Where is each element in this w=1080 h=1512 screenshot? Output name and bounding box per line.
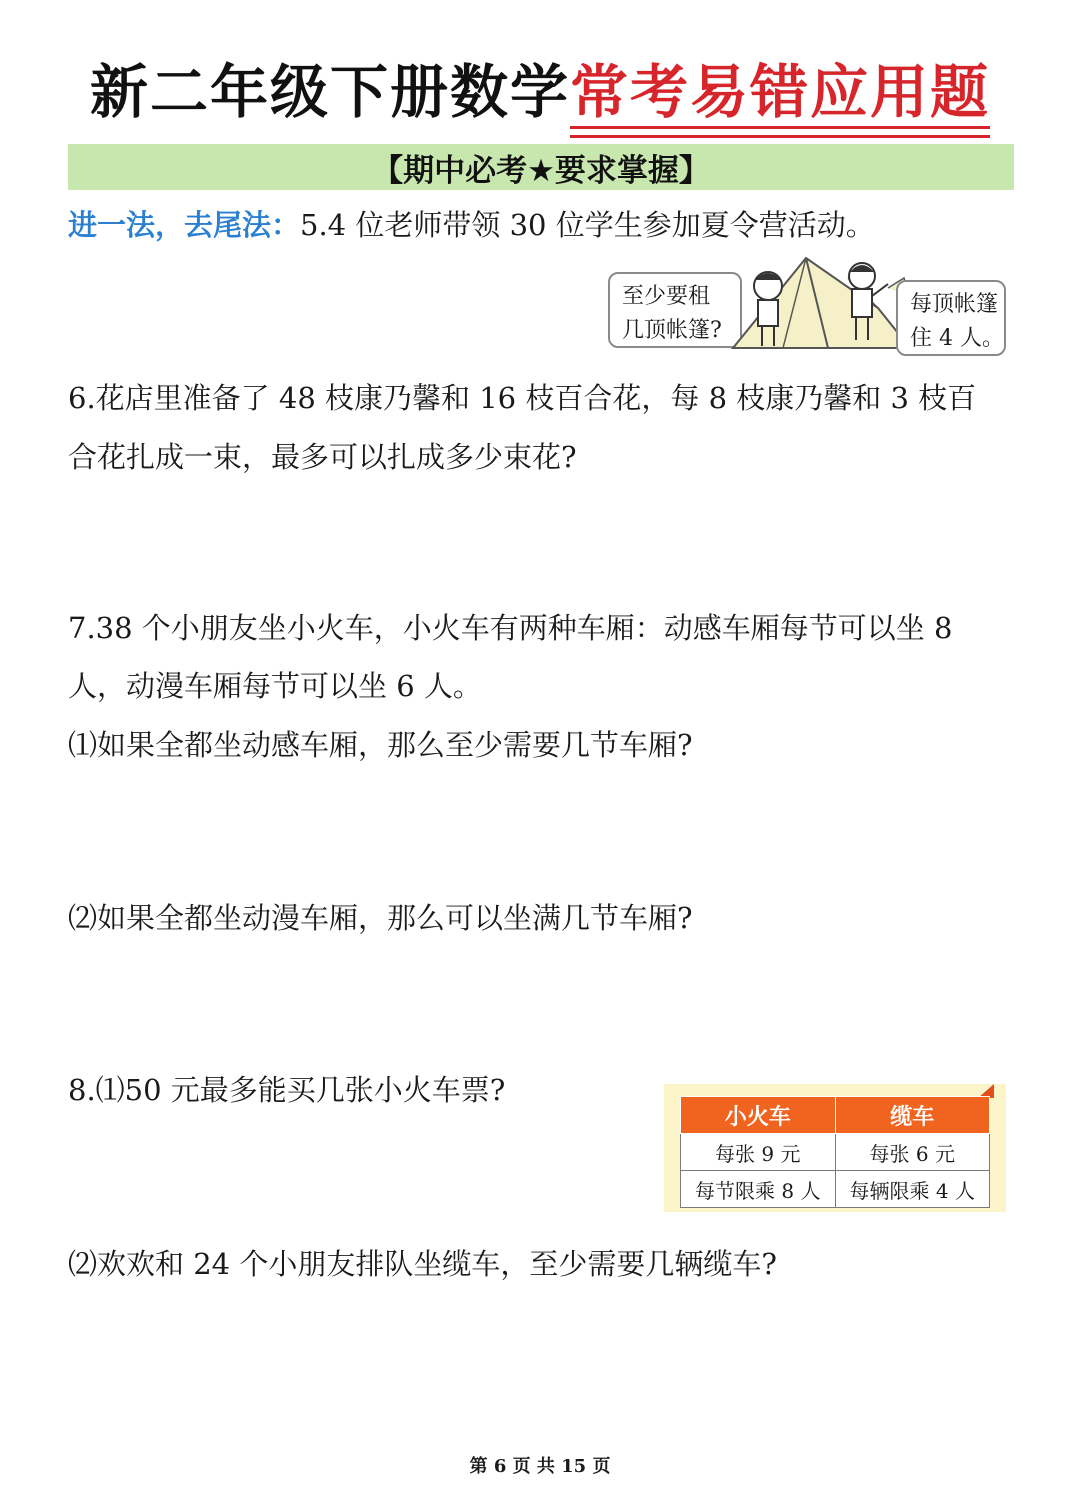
fare-header-cablecar: 缆车 [835, 1097, 990, 1134]
title-main: 新二年级下册数学 [89, 58, 570, 126]
page-title [0, 52, 1080, 132]
bubble-right-line-2: 住 4 人。 [910, 326, 1004, 351]
title-highlight [570, 52, 990, 132]
bubble-left-line-2: 几顶帐篷? [622, 318, 722, 343]
speech-bubble-left [608, 272, 742, 348]
table-row [681, 1171, 990, 1208]
speech-bubble-right [896, 280, 1006, 356]
fare-cell: 每节限乘 8 人 [681, 1171, 836, 1208]
fare-table-card [664, 1084, 1006, 1212]
question-6-line-2: 合花扎成一束，最多可以扎成多少束花? [68, 440, 577, 474]
bubble-left-line-1: 至少要租 [622, 284, 711, 309]
question-7-line-1: 7.38 个小朋友坐小火车，小火车有两种车厢：动感车厢每节可以坐 8 [68, 611, 953, 645]
question-5-text: 5.4 位老师带领 30 位学生参加夏令营活动。 [300, 208, 875, 242]
question-7-line-2: 人，动漫车厢每节可以坐 6 人。 [68, 669, 482, 703]
question-7-part-2: ⑵如果全都坐动漫车厢，那么可以坐满几节车厢? [68, 901, 693, 935]
page-number: 第 6 页 共 15 页 [469, 1456, 611, 1477]
bubble-right-line-1: 每顶帐篷 [910, 292, 999, 317]
camping-illustration [728, 248, 918, 356]
question-8-part-1: 8.⑴50 元最多能买几张小火车票? [68, 1073, 506, 1107]
title-highlight-text: 常考易错应用题 [570, 58, 991, 126]
title-double-underline [570, 126, 990, 138]
question-5 [68, 205, 875, 245]
fare-cell: 每辆限乘 4 人 [835, 1171, 990, 1208]
method-label: 进一法，去尾法： [68, 208, 301, 242]
fare-header-train: 小火车 [681, 1097, 836, 1134]
table-row [681, 1134, 990, 1171]
fare-cell: 每张 6 元 [835, 1134, 990, 1171]
banner-text: 【期中必考★要求掌握】 [372, 152, 710, 189]
fare-table [680, 1096, 990, 1208]
question-7-part-1: ⑴如果全都坐动感车厢，那么至少需要几节车厢? [68, 728, 693, 762]
question-6-line-1: 6.花店里准备了 48 枝康乃馨和 16 枝百合花，每 8 枝康乃馨和 3 枝百 [68, 381, 977, 415]
fare-cell: 每张 9 元 [681, 1134, 836, 1171]
section-banner [68, 144, 1014, 190]
question-8-part-2: ⑵欢欢和 24 个小朋友排队坐缆车，至少需要几辆缆车? [68, 1247, 777, 1281]
